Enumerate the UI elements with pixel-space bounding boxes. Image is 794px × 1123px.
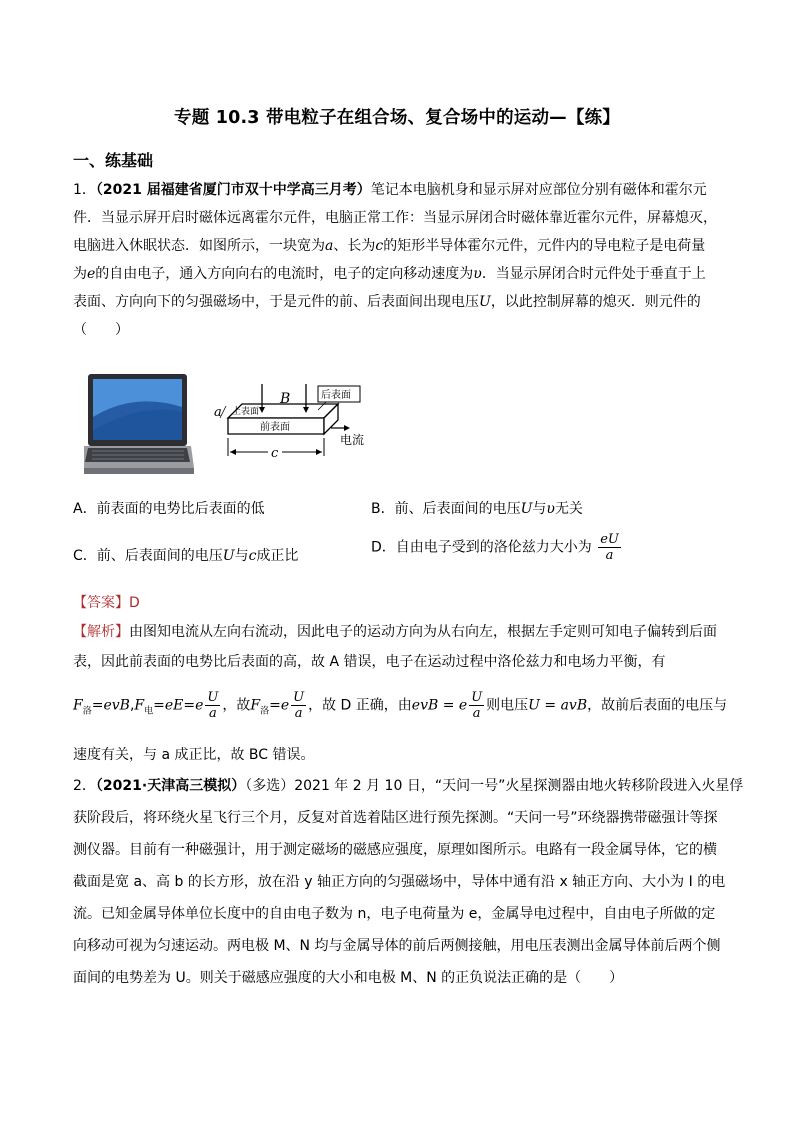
q2-line-7: 面间的电势差为 U。则关于磁感应强度的大小和电极 M、N 的正负说法正确的是（ ） <box>73 970 624 986</box>
b-field-label: B <box>280 391 291 407</box>
q1-line-2: 件．当显示屏开启时磁体远离霍尔元件，电脑正常工作：当显示屏闭合时磁体靠近霍尔元件，屏幕熄灭， <box>73 210 717 226</box>
a-label: a <box>214 405 222 420</box>
q1-line-1: 1．（2021 届福建省厦门市双十中学高三月考）笔记本电脑机身和显示屏对应部位分别有磁体和霍尔元 <box>73 182 707 198</box>
q2-line-5: 流。已知金属导体单位长度中的自由电子数为 n，电子电荷量为 e，金属导电过程中，自由电子所做的定 <box>73 906 716 922</box>
section-heading: 一、练基础 <box>73 151 154 170</box>
explanation-line-1: 【解析】由图知电流从左向右流动，因此电子的运动方向为从右向左，根据左手定则可知电子偏转到后面 <box>73 624 717 640</box>
q2-line-3: 测仪器。目前有一种磁强计，用于测定磁场的磁感应强度，原理如图所示。电路有一段金属导体，它的横 <box>73 842 717 858</box>
option-d: D．自由电子受到的洛伦兹力大小为 $\frac{eU}{a}$ <box>371 532 619 563</box>
page-title: 专题 10.3 带电粒子在组合场、复合场中的运动—【练】 <box>174 108 620 128</box>
back-surface-label: 后表面 <box>321 390 351 401</box>
q2-line-4: 截面是宽 a、高 b 的长方形，放在沿 y 轴正方向的匀强磁场中，导体中通有沿 x 轴正方向、大小为 I 的电 <box>73 874 726 890</box>
explanation-line-4: 速度有关，与 a 成正比，故 BC 错误。 <box>73 747 315 763</box>
q2-line-1: 2．（2021·天津高三模拟）（多选）2021 年 2 月 10 日，“天问一号”火星探测器由地火转移阶段进入火星俘 <box>73 778 744 794</box>
laptop-image <box>84 372 194 478</box>
hall-element-diagram <box>206 382 376 468</box>
explanation-line-3: $F_洛=evB,F_电=eE=e$ $\frac{U}{a}$ ，故$F_洛=e$ $\frac{U}{a}$ ，故 D 正确，由evB = e $\frac{U}{a}$ 则电压U = avB，故前后表面的电压与 <box>73 690 728 721</box>
option-b: B．前、后表面间的电压U与υ无关 <box>371 501 583 517</box>
fraction-eu-over-a: $\frac{eU}{a}$ <box>600 532 619 563</box>
front-surface-label: 前表面 <box>260 422 290 433</box>
option-a: A．前表面的电势比后表面的低 <box>73 501 265 517</box>
top-surface-label: 上表面 <box>232 407 260 417</box>
q2-line-6: 向移动可视为匀速运动。两电极 M、N 均与金属导体的前后两侧接触，用电压表测出金属导体前后两个侧 <box>73 938 721 954</box>
q2-line-2: 获阶段后，将环绕火星飞行三个月，反复对首选着陆区进行预先探测。“天问一号”环绕器携带磁强计等探 <box>73 810 718 826</box>
q1-line-4: 为e的自由电子，通入方向向右的电流时，电子的定向移动速度为υ．当显示屏闭合时元件处于垂直于上 <box>73 266 706 282</box>
q1-line-6: （ ） <box>73 322 129 338</box>
q1-line-5: 表面、方向向下的匀强磁场中，于是元件的前、后表面间出现电压U，以此控制屏幕的熄灭．则元件的 <box>73 294 701 310</box>
q1-line-3: 电脑进入休眠状态．如图所示，一块宽为a、长为c的矩形半导体霍尔元件，元件内的导电粒子是电荷量 <box>73 238 706 254</box>
option-c: C．前、后表面间的电压U与c成正比 <box>73 548 299 564</box>
current-label: 电流 <box>340 433 365 447</box>
explanation-line-2: 表，因此前表面的电势比后表面的高，故 A 错误，电子在运动过程中洛伦兹力和电场力平衡，有 <box>73 654 666 670</box>
answer: 【答案】D <box>73 595 140 611</box>
c-label: c <box>271 446 279 461</box>
